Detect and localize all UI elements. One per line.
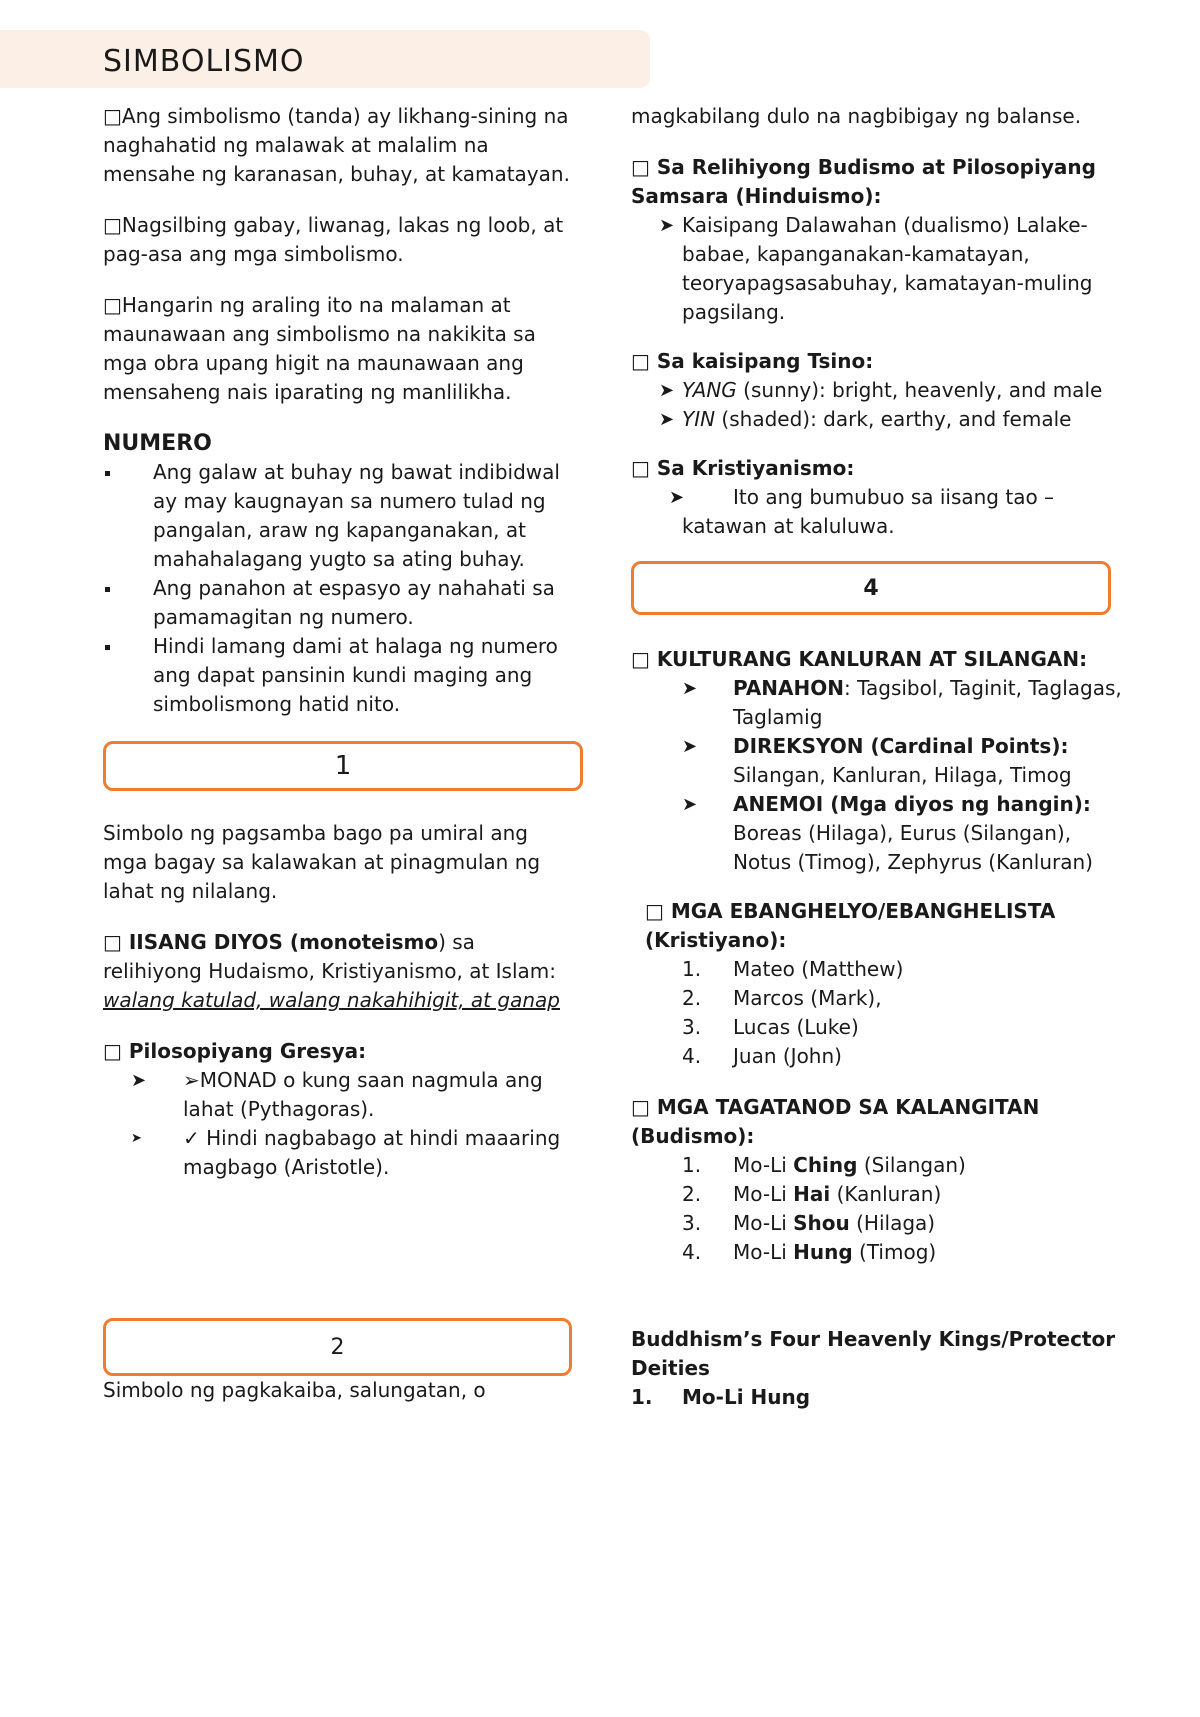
tagatanod-prefix: Mo-Li bbox=[733, 1211, 794, 1235]
kristiyanismo-item bbox=[631, 483, 1131, 541]
title-band bbox=[0, 30, 650, 88]
kristiyanismo-list bbox=[631, 483, 1131, 541]
buddhism-item-text: Mo-Li Hung bbox=[682, 1385, 811, 1409]
kristiyanismo-item-text: Ito ang bumubuo sa iisang tao – katawan at kaluluwa. bbox=[682, 485, 1055, 538]
kultura-heading: □ KULTURANG KANLURAN AT SILANGAN: bbox=[631, 647, 1088, 671]
tagatanod-name: Ching bbox=[793, 1153, 858, 1177]
gresya-list bbox=[103, 1066, 573, 1182]
number-box-4-label: 4 bbox=[863, 575, 879, 601]
arrow-bullet-icon: ➤ bbox=[659, 215, 675, 236]
kultura-list bbox=[631, 674, 1131, 877]
continued-paragraph: magkabilang dulo na nagbibigay ng balanse. bbox=[631, 104, 1082, 128]
numero-bullet-1: Ang galaw at buhay ng bawat indibidwal ay may kaugnayan sa numero tulad ng pangalan, araw ng kapanganakan, at mahahalagang yugto sa ating buhay. bbox=[103, 458, 573, 574]
ebanghelyo-item-text: Juan (John) bbox=[733, 1044, 842, 1068]
kultura-desc: Silangan, Kanluran, Hilaga, Timog bbox=[733, 763, 1072, 787]
kultura-item-direksyon bbox=[631, 732, 1131, 790]
tagatanod-item-3: 3. Mo-Li Shou (Hilaga) bbox=[682, 1211, 936, 1235]
arrow-bullet-icon: ➤ bbox=[682, 678, 698, 699]
kultura-desc: Boreas (Hilaga), Eurus (Silangan), Notus (Timog), Zephyrus (Kanluran) bbox=[733, 821, 1093, 874]
iisang-diyos-text: ) sa relihiyong Hudaismo, Kristiyanismo, at Islam: bbox=[103, 930, 557, 983]
tagatanod-direction: (Kanluran) bbox=[830, 1182, 942, 1206]
intro-paragraph-2: □Nagsilbing gabay, liwanag, lakas ng loob, at pag-asa ang mga simbolismo. bbox=[103, 213, 564, 266]
ebanghelyo-heading: □ MGA EBANGHELYO/EBANGHELISTA (Kristiyano): bbox=[645, 899, 1056, 952]
tagatanod-name: Shou bbox=[793, 1211, 850, 1235]
gresya-heading: □ Pilosopiyang Gresya: bbox=[103, 1039, 367, 1063]
tagatanod-name: Hung bbox=[793, 1240, 853, 1264]
right-column bbox=[631, 102, 1131, 1412]
iisang-diyos-underlined: walang katulad, walang nakahihigit, at ganap bbox=[103, 988, 560, 1012]
intro-paragraph-1: □Ang simbolismo (tanda) ay likhang-sining na naghahatid ng malawak at malalim na mensahe ng karanasan, buhay, at kamatayan. bbox=[103, 104, 570, 186]
arrow-bullet-icon: ➤ bbox=[131, 1070, 147, 1091]
box-2-description: Simbolo ng pagkakaiba, salungatan, o bbox=[103, 1378, 486, 1402]
kultura-term: PANAHON bbox=[733, 676, 844, 700]
tagatanod-direction: (Hilaga) bbox=[849, 1211, 936, 1235]
budismo-list bbox=[631, 211, 1131, 327]
tagatanod-item-4: 4. Mo-Li Hung (Timog) bbox=[682, 1240, 937, 1264]
ebanghelyo-item-text: Mateo (Matthew) bbox=[733, 957, 904, 981]
tagatanod-prefix: Mo-Li bbox=[733, 1182, 794, 1206]
tagatanod-name: Hai bbox=[793, 1182, 831, 1206]
tagatanod-prefix: Mo-Li bbox=[733, 1153, 794, 1177]
arrow-bullet-icon: ➤ bbox=[682, 736, 698, 757]
number-box-1-label: 1 bbox=[334, 750, 352, 781]
arrow-bullet-icon: ➤ bbox=[669, 487, 685, 508]
numero-heading: NUMERO bbox=[103, 431, 212, 456]
number-box-2-label: 2 bbox=[330, 1334, 345, 1360]
ebanghelyo-item-4: 4. Juan (John) bbox=[631, 1042, 1131, 1071]
gresya-item-1 bbox=[103, 1066, 573, 1124]
kultura-term: ANEMOI (Mga diyos ng hangin): bbox=[733, 792, 1091, 816]
tsino-desc: (sunny): bright, heavenly, and male bbox=[736, 378, 1103, 402]
tagatanod-item-2: 2. Mo-Li Hai (Kanluran) bbox=[682, 1182, 942, 1206]
tagatanod-prefix: Mo-Li bbox=[733, 1240, 794, 1264]
kultura-desc: : Tagsibol, Taginit, Taglagas, Taglamig bbox=[733, 676, 1122, 729]
iisang-diyos-heading: □ IISANG DIYOS (monoteismo bbox=[103, 930, 439, 954]
budismo-item-text: Kaisipang Dalawahan (dualismo) Lalake-babae, kapanganakan-kamatayan, teoryapagsasabuhay, kamatayan-muling pagsilang. bbox=[682, 213, 1093, 324]
number-box-4 bbox=[631, 561, 1111, 615]
ebanghelyo-item-1: 1. Mateo (Matthew) bbox=[631, 955, 1131, 984]
kultura-item-panahon bbox=[631, 674, 1131, 732]
page-title: SIMBOLISMO bbox=[103, 44, 305, 79]
tsino-heading: □ Sa kaisipang Tsino: bbox=[631, 349, 874, 373]
ebanghelyo-item-text: Lucas (Luke) bbox=[733, 1015, 859, 1039]
tagatanod-heading: □ MGA TAGATANOD SA KALANGITAN (Budismo): bbox=[631, 1095, 1040, 1148]
kristiyanismo-heading: □ Sa Kristiyanismo: bbox=[631, 456, 855, 480]
arrow-bullet-icon: ➤ bbox=[682, 794, 698, 815]
kultura-item-anemoi bbox=[631, 790, 1131, 877]
tsino-term: YANG bbox=[682, 378, 737, 402]
ebanghelyo-item-3: 3. Lucas (Luke) bbox=[631, 1013, 1131, 1042]
buddhism-heading: Buddhism’s Four Heavenly Kings/Protector Deities bbox=[631, 1327, 1116, 1380]
number-box-2 bbox=[103, 1318, 572, 1376]
tsino-list bbox=[631, 376, 1131, 434]
arrow-bullet-icon: ➤ bbox=[131, 1131, 142, 1146]
buddhism-item-1 bbox=[631, 1383, 1131, 1412]
tagatanod-item-1: 1. Mo-Li Ching (Silangan) bbox=[682, 1153, 966, 1177]
budismo-item bbox=[631, 211, 1131, 327]
tsino-item-yang bbox=[631, 376, 1131, 405]
tsino-desc: (shaded): dark, earthy, and female bbox=[715, 407, 1072, 431]
tsino-term: YIN bbox=[682, 407, 716, 431]
arrow-bullet-icon: ➤ bbox=[659, 380, 675, 401]
number-box-1 bbox=[103, 741, 583, 791]
tagatanod-direction: (Timog) bbox=[852, 1240, 937, 1264]
numero-bullet-2: Ang panahon at espasyo ay nahahati sa pamamagitan ng numero. bbox=[103, 574, 573, 632]
gresya-item-2 bbox=[103, 1124, 573, 1182]
kultura-term: DIREKSYON (Cardinal Points): bbox=[733, 734, 1069, 758]
tagatanod-direction: (Silangan) bbox=[857, 1153, 966, 1177]
numero-list bbox=[103, 458, 573, 719]
buddhism-item-number: 1. bbox=[631, 1385, 653, 1409]
iisang-diyos-paragraph bbox=[103, 928, 573, 1015]
ebanghelyo-list bbox=[631, 955, 1131, 1071]
intro-paragraph-3: □Hangarin ng araling ito na malaman at maunawaan ang simbolismo na nakikita sa mga obra upang higit na maunawaan ang mensaheng nais iparating ng manlilikha. bbox=[103, 293, 536, 404]
ebanghelyo-item-2: 2. Marcos (Mark), bbox=[631, 984, 1131, 1013]
arrow-bullet-icon: ➤ bbox=[659, 409, 675, 430]
gresya-item-1-text: ➢MONAD o kung saan nagmula ang lahat (Pythagoras). bbox=[183, 1068, 543, 1121]
box-1-description: Simbolo ng pagsamba bago pa umiral ang mga bagay sa kalawakan at pinagmulan ng lahat ng nilalang. bbox=[103, 821, 541, 903]
tsino-item-yin bbox=[631, 405, 1131, 434]
left-column bbox=[103, 102, 573, 1405]
numero-bullet-3: Hindi lamang dami at halaga ng numero ang dapat pansinin kundi maging ang simbolismong hatid nito. bbox=[103, 632, 573, 719]
ebanghelyo-item-text: Marcos (Mark), bbox=[733, 986, 882, 1010]
tagatanod-list bbox=[631, 1151, 1131, 1267]
budismo-heading: □ Sa Relihiyong Budismo at Pilosopiyang Samsara (Hinduismo): bbox=[631, 155, 1096, 208]
gresya-item-2-text: ✓ Hindi nagbabago at hindi maaaring magbago (Aristotle). bbox=[183, 1126, 561, 1179]
